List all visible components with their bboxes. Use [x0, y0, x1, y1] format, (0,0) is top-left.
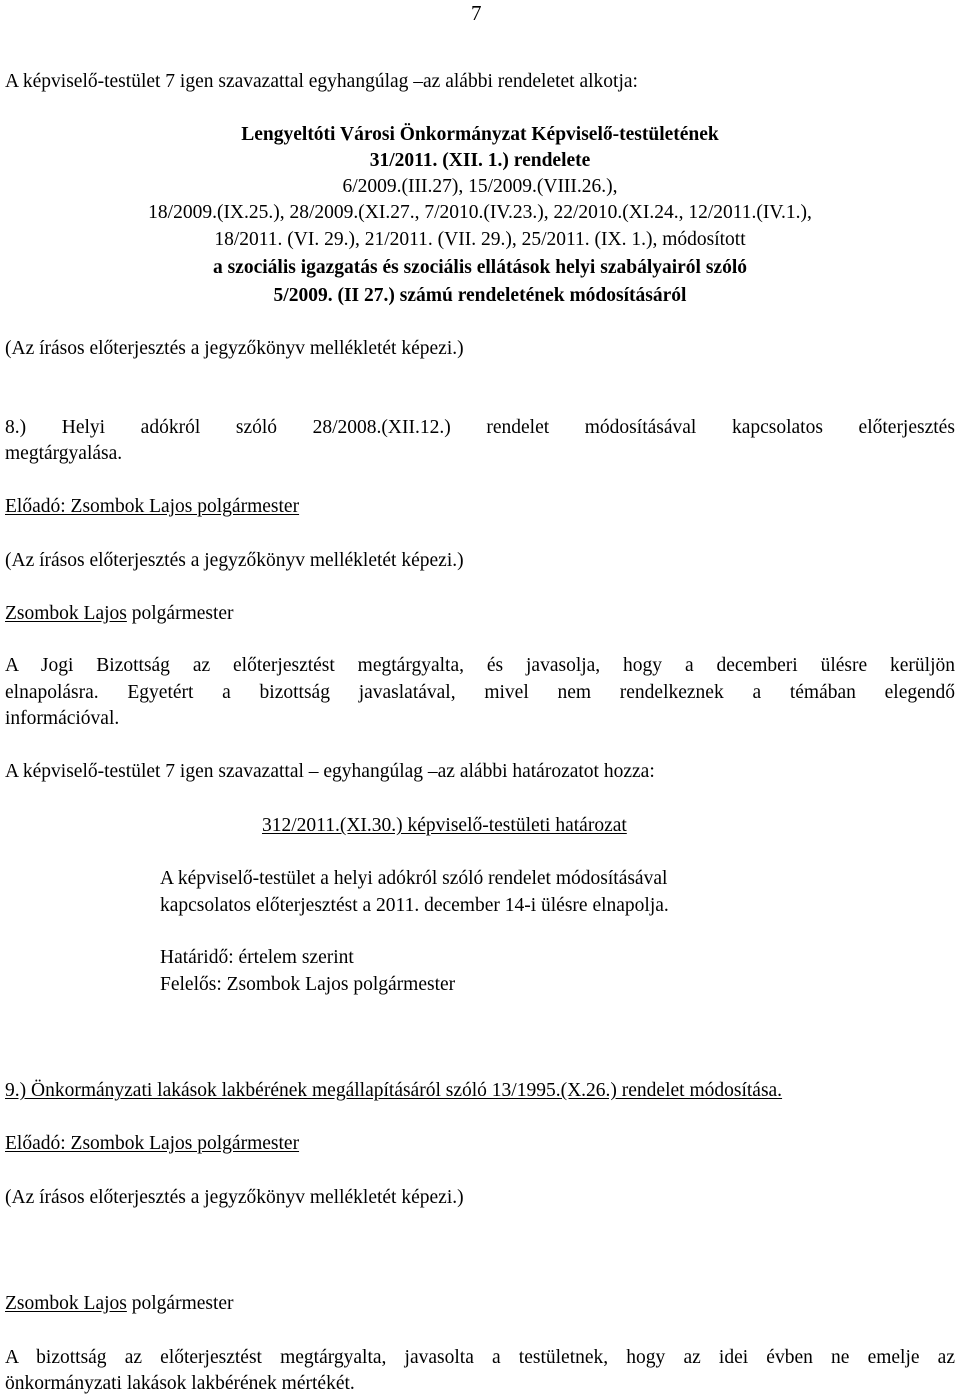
resolution-text-line: A képviselő-testület a helyi adókról szóló rendelet módosításával — [160, 868, 668, 889]
intro-text: A képviselő-testület 7 igen szavazattal egyhangúlag –az alábbi rendeletet alkotja: — [5, 71, 638, 92]
decree-title-line: 31/2011. (XII. 1.) rendelete — [369, 150, 591, 171]
speaker-name: Zsombok Lajos — [5, 603, 127, 624]
responsible: Felelős: Zsombok Lajos polgármester — [160, 974, 456, 995]
decree-subject-line: a szociális igazgatás és szociális ellátások helyi szabályairól szóló — [212, 257, 748, 278]
decree-subject-line: 5/2009. (II 27.) számú rendeletének módosításáról — [273, 285, 687, 306]
decree-title-line: Lengyeltóti Városi Önkormányzat Képviselő-testületének — [241, 124, 719, 145]
title-word: adókról — [140, 417, 201, 438]
presenter: Előadó: Zsombok Lajos polgármester — [5, 496, 300, 517]
paragraph-line: A Jogi Bizottság az előterjesztést megtárgyalta, és javasolja, hogy a decemberi ülésre kerüljön — [5, 655, 955, 676]
agenda-item-8-title-cont: megtárgyalása. — [5, 443, 123, 464]
decree-amended-line: 18/2011. (VI. 29.), 21/2011. (VII. 29.), 25/2011. (IX. 1.), módosított — [214, 229, 746, 250]
decree-amended-line: 18/2009.(IX.25.), 28/2009.(XI.27., 7/2010.(IV.23.), 22/2010.(XI.24., 12/2011.(IV.1.), — [148, 202, 812, 223]
agenda-item-8-title — [5, 417, 955, 439]
deadline: Határidő: értelem szerint — [160, 947, 354, 968]
resolution-title: 312/2011.(XI.30.) képviselő-testületi határozat — [262, 815, 627, 836]
title-word: előterjesztés — [858, 417, 955, 438]
annex-note: (Az írásos előterjesztés a jegyzőkönyv mellékletét képezi.) — [5, 1187, 464, 1208]
annex-note: (Az írásos előterjesztés a jegyzőkönyv mellékletét képezi.) — [5, 338, 464, 359]
vote-statement: A képviselő-testület 7 igen szavazattal – egyhangúlag –az alábbi határozatot hozza: — [5, 761, 655, 782]
title-word: 8.) — [5, 417, 27, 438]
speaker-role: polgármester — [131, 1293, 234, 1314]
paragraph-line: információval. — [5, 708, 120, 729]
agenda-item-9-title: 9.) Önkormányzati lakások lakbérének megállapításáról szóló 13/1995.(X.26.) rendelet módosítása. — [5, 1080, 783, 1101]
title-word: szóló — [235, 417, 278, 438]
speaker — [5, 603, 234, 625]
presenter: Előadó: Zsombok Lajos polgármester — [5, 1133, 300, 1154]
annex-note: (Az írásos előterjesztés a jegyzőkönyv mellékletét képezi.) — [5, 550, 464, 571]
title-word: Helyi — [61, 417, 106, 438]
page-number: 7 — [471, 1, 482, 25]
title-word: rendelet — [486, 417, 550, 438]
paragraph-line: önkormányzati lakások lakbérének mértékét. — [5, 1373, 355, 1394]
speaker — [5, 1293, 234, 1315]
paragraph-line: A bizottság az előterjesztést megtárgyalta, javasolta a testületnek, hogy az idei évben ne emelje az — [5, 1347, 955, 1368]
paragraph-line: elnapolásra. Egyetért a bizottság javaslatával, mivel nem rendelkeznek a témában elegendő — [5, 682, 955, 703]
decree-amended-line: 6/2009.(III.27), 15/2009.(VIII.26.), — [342, 176, 618, 197]
speaker-name: Zsombok Lajos — [5, 1293, 127, 1314]
title-word: 28/2008.(XII.12.) — [312, 417, 451, 438]
title-word: kapcsolatos — [731, 417, 823, 438]
resolution-text-line: kapcsolatos előterjesztést a 2011. december 14-i ülésre elnapolja. — [160, 895, 669, 916]
speaker-role: polgármester — [131, 603, 234, 624]
title-word: módosításával — [584, 417, 697, 438]
